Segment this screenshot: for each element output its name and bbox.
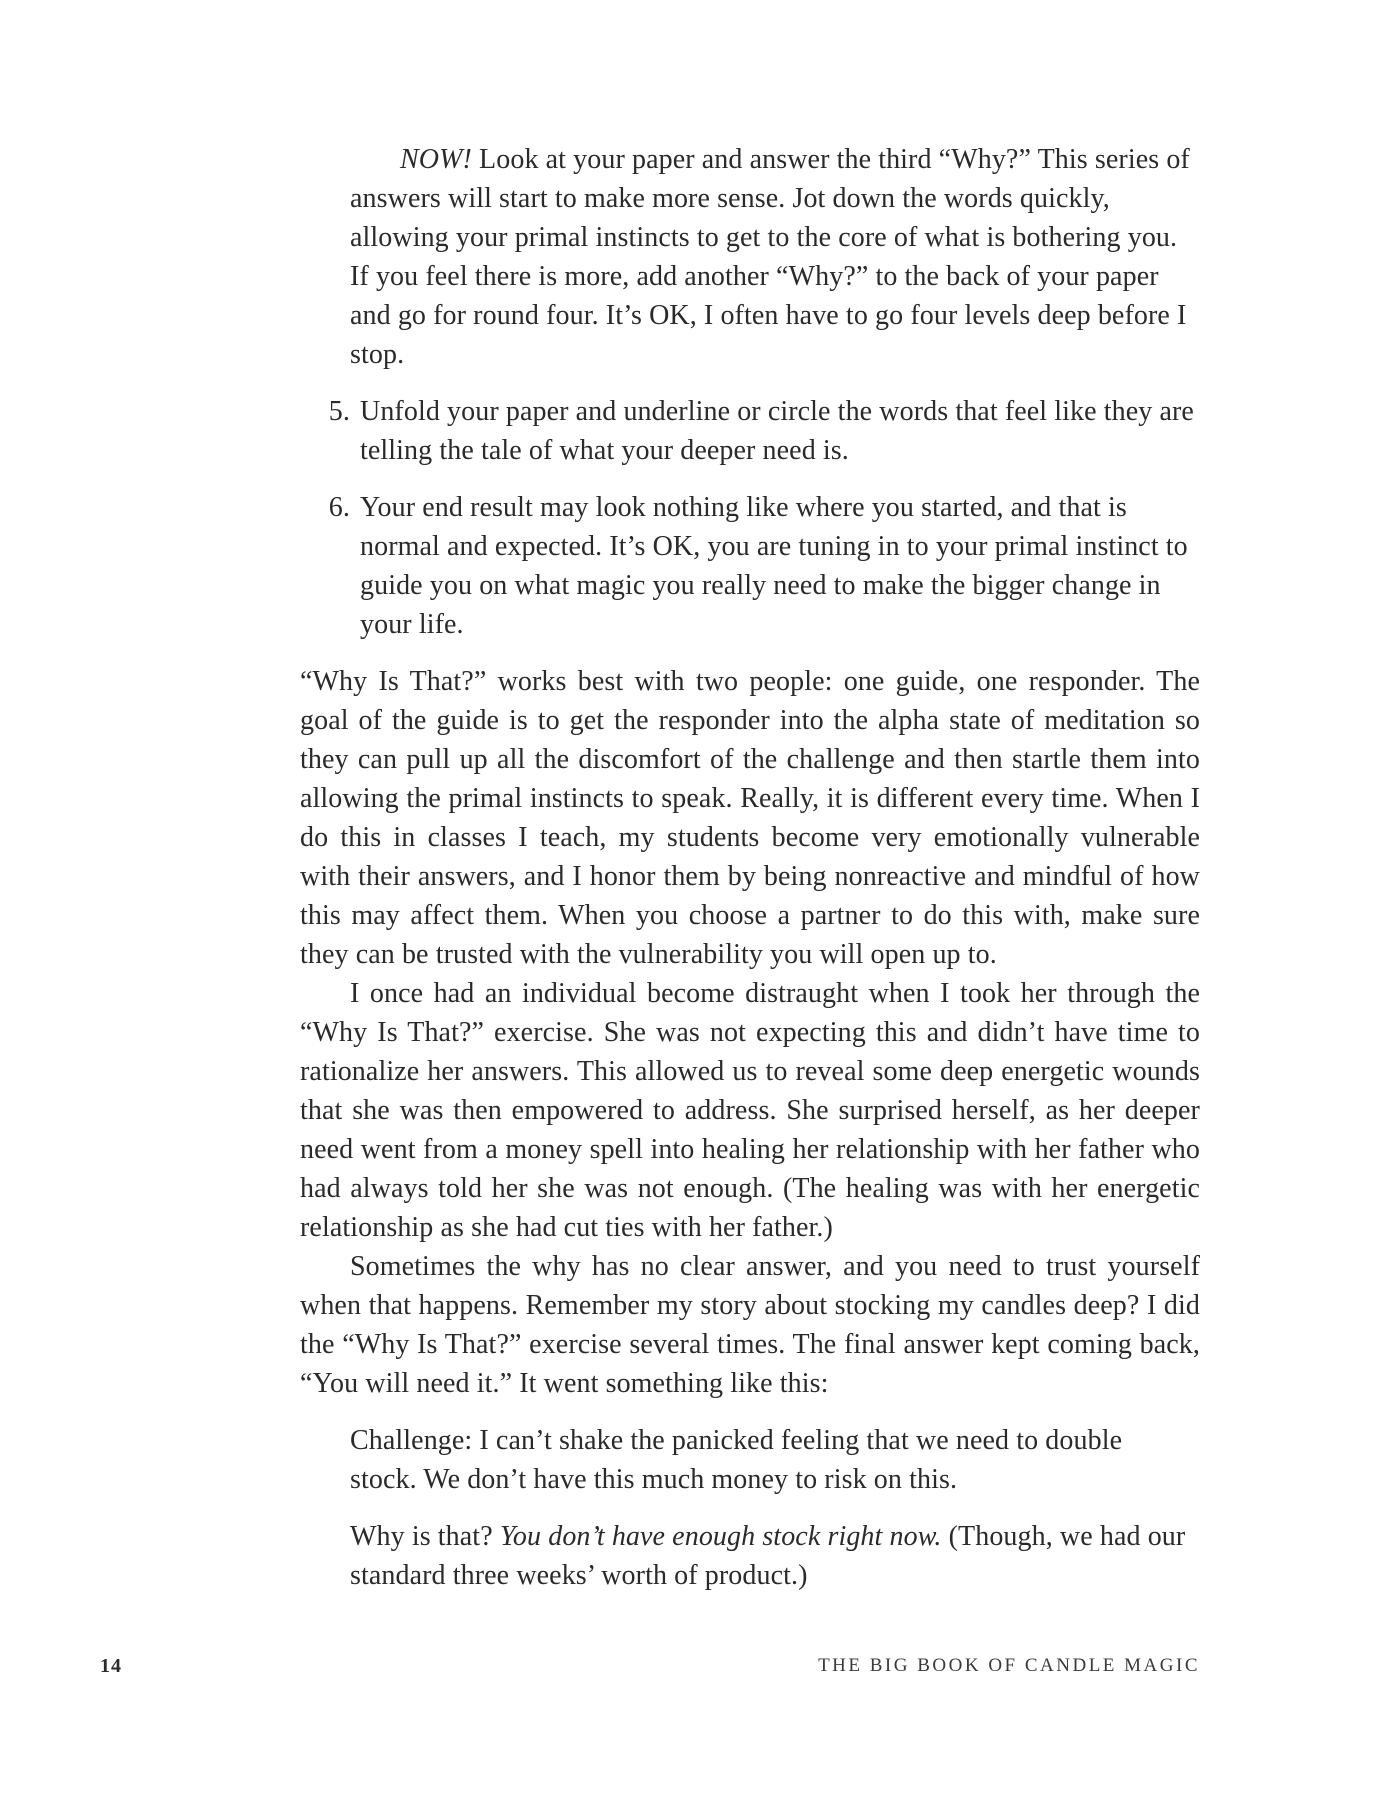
dialog-challenge: Challenge: I can’t shake the panicked feeling that we need to double stock. We don’t have this much money to risk on this.: [350, 1425, 1123, 1495]
dialog-why-prefix: Why is that?: [350, 1521, 500, 1552]
dialog-why: [300, 1517, 1200, 1595]
list-item-number: 6.: [328, 492, 350, 523]
numbered-list: [300, 392, 1200, 644]
page-number: 14: [100, 1655, 122, 1677]
dialog-block: [300, 1421, 1200, 1595]
dialog-why-answer: You don’t have enough stock right now.: [499, 1521, 942, 1552]
intro-emphasis: NOW!: [400, 144, 472, 175]
dialog-why-suffix: (Though, we had our standard three weeks’ worth of product.): [350, 1521, 1186, 1591]
list-item: [300, 392, 1200, 470]
body-paragraph: “Why Is That?” works best with two people: one guide, one responder. The goal of the guide is to get the responder into the alpha state of meditation so they can pull up all the discomfort of the challenge and then startle them into allowing the primal instincts to speak. Really, it is different every time. When I do this in classes I teach, my students become very emotionally vulnerable with their answers, and I honor them by being nonreactive and mindful of how this may affect them. When you choose a partner to do this with, make sure they can be trusted with the vulnerability you will open up to.: [300, 666, 1200, 970]
list-item-text: Your end result may look nothing like where you started, and that is normal and expected. It’s OK, you are tuning in to your primal instinct to guide you on what magic you really need to make the bigger change in your life.: [360, 492, 1188, 640]
list-item-number: 5.: [328, 396, 350, 427]
body-paragraph: I once had an individual become distraught when I took her through the “Why Is That?” exercise. She was not expecting this and didn’t have time to rationalize her answers. This allowed us to reveal some deep energetic wounds that she was then empowered to address. She surprised herself, as her deeper need went from a money spell into healing her relationship with her father who had always told her she was not enough. (The healing was with her energetic relationship as she had cut ties with her father.): [300, 978, 1200, 1243]
list-item: [300, 488, 1200, 644]
list-item-text: Unfold your paper and underline or circle the words that feel like they are telling the tale of what your deeper need is.: [360, 396, 1194, 466]
page-body: [300, 140, 1200, 1613]
intro-paragraph: [300, 140, 1200, 374]
intro-text: Look at your paper and answer the third “Why?” This series of answers will start to make more sense. Jot down the words quickly, allowing your primal instincts to get to the core of what is bothering you. If you feel there is more, add another “Why?” to the back of your paper and go for round four. It’s OK, I often have to go four levels deep before I stop.: [350, 144, 1190, 370]
running-title: THE BIG BOOK OF CANDLE MAGIC: [818, 1655, 1200, 1676]
body-paragraph: Sometimes the why has no clear answer, and you need to trust yourself when that happens. Remember my story about stocking my candles deep? I did the “Why Is That?” exercise several times. The final answer kept coming back, “You will need it.” It went something like this:: [300, 1251, 1200, 1399]
page-footer: [100, 1655, 1200, 1685]
